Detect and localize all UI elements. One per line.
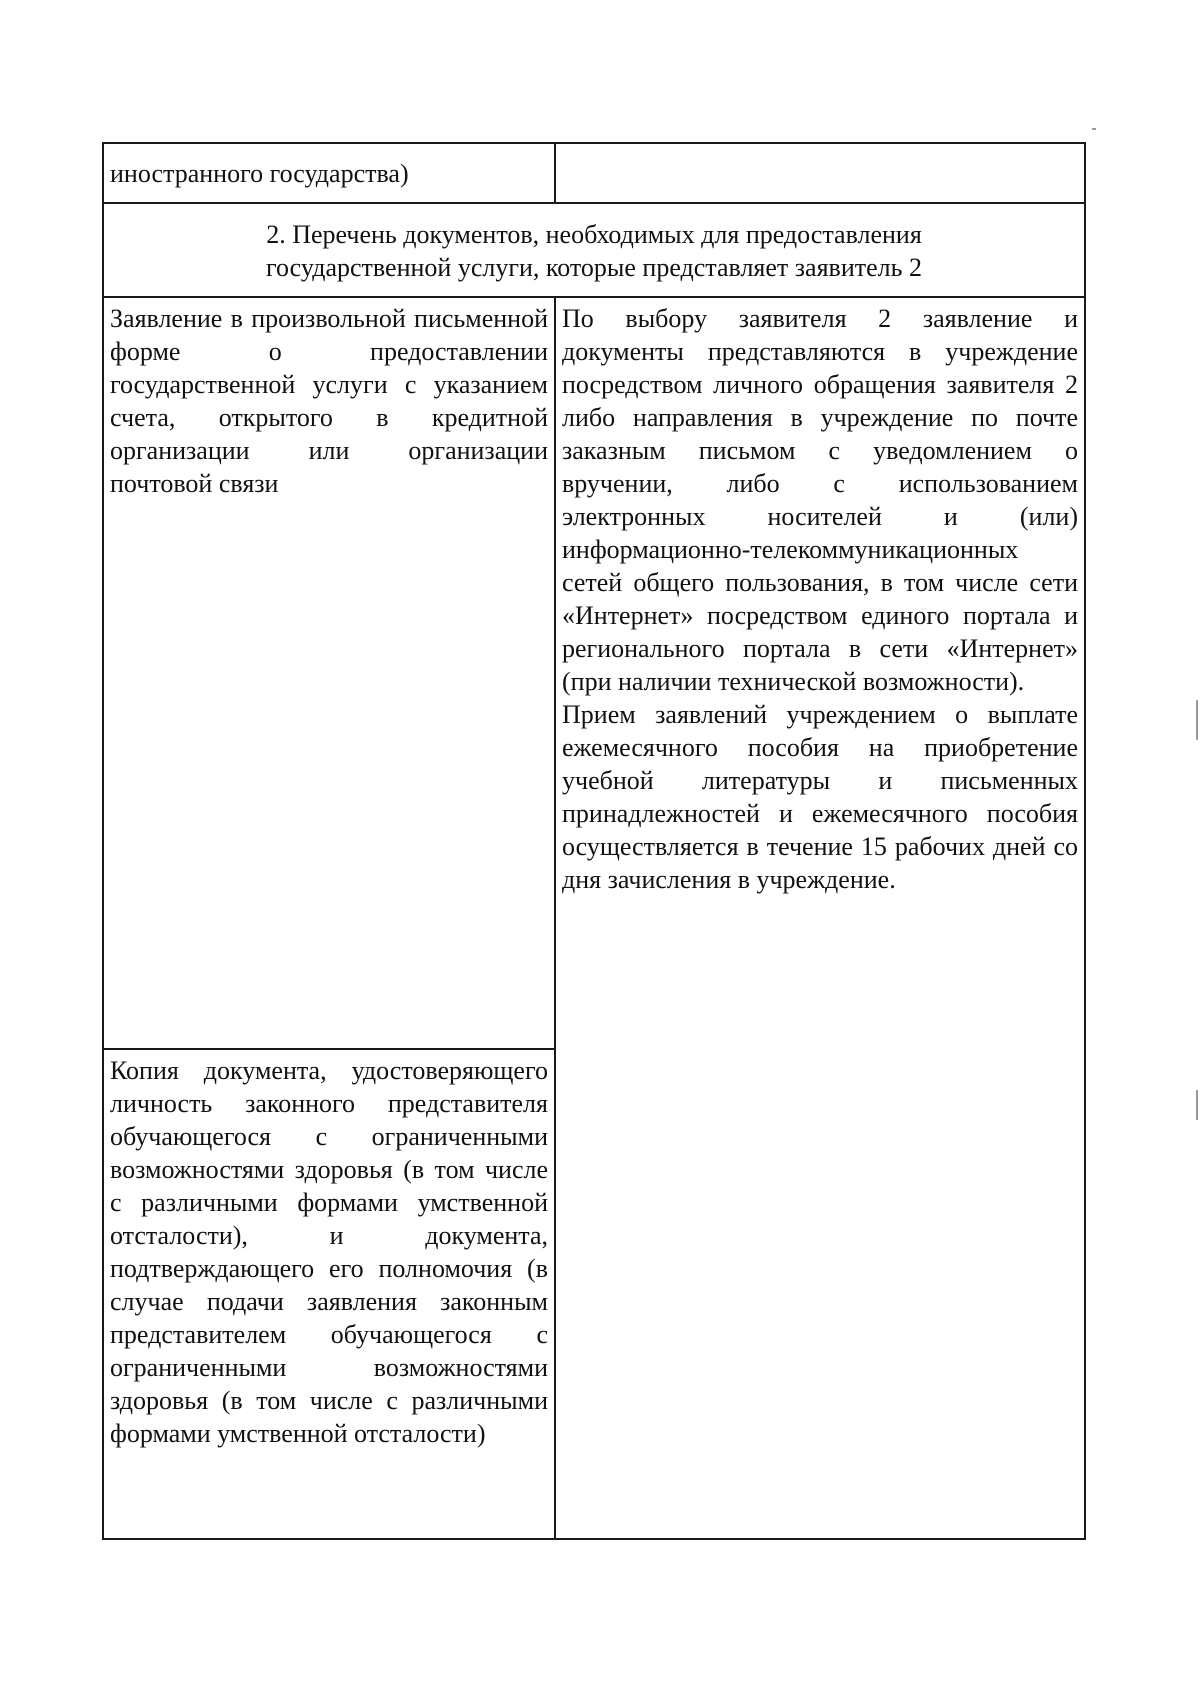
acceptance-term-text: Прием заявлений учреждением о выплате ежемесячного пособия на приобретение учебной литературы и письменных принадлежностей и ежемесячного пособия осуществляется в течение 15 рабочих дней со дня зачисления в учреждение. <box>562 700 1078 894</box>
cell-left-continued <box>103 143 555 203</box>
document-name-text: Копия документа, удостоверяющего личность законного представителя обучающегося с ограниченными возможностями здоровья (в том числе с различными формами умственной отсталости), и документа, подтверждающего его полномочия (в случае подачи заявления законным представителем обучающегося с ограниченными возможностями здоровья (в том числе с различными формами умственной отсталости) <box>110 1056 548 1448</box>
table-row <box>103 143 1085 203</box>
scan-artifact <box>1196 700 1198 740</box>
submission-procedure-cell <box>555 297 1085 1539</box>
scan-artifact <box>1092 128 1096 130</box>
table-row <box>103 297 1085 1049</box>
document-name-cell <box>103 297 555 1049</box>
section-heading-line-1: 2. Перечень документов, необходимых для предоставления <box>266 220 922 249</box>
section-heading-row <box>103 203 1085 297</box>
document-name-cell <box>103 1049 555 1539</box>
section-heading-line-2: государственной услуги, которые представляет заявитель 2 <box>266 253 922 282</box>
services-documents-table <box>102 142 1086 1540</box>
cell-right-empty <box>555 143 1085 203</box>
submission-procedure-text: По выбору заявителя 2 заявление и документы представляются в учреждение посредством личного обращения заявителя 2 либо направления в учреждение по почте заказным письмом с уведомлением о вручении, либо с использованием электронных носителей и (или) информационно-телекоммуникационных сетей общего пользования, в том числе сети «Интернет» посредством единого портала и регионального портала в сети «Интернет» (при наличии технической возможности). <box>562 304 1078 696</box>
cell-text: иностранного государства) <box>110 158 409 188</box>
document-name-text: Заявление в произвольной письменной форме о предоставлении государственной услуги с указанием счета, открытого в кредитной организации или организации почтовой связи <box>110 304 548 498</box>
section-heading <box>103 203 1085 297</box>
scan-artifact <box>1196 1090 1198 1120</box>
